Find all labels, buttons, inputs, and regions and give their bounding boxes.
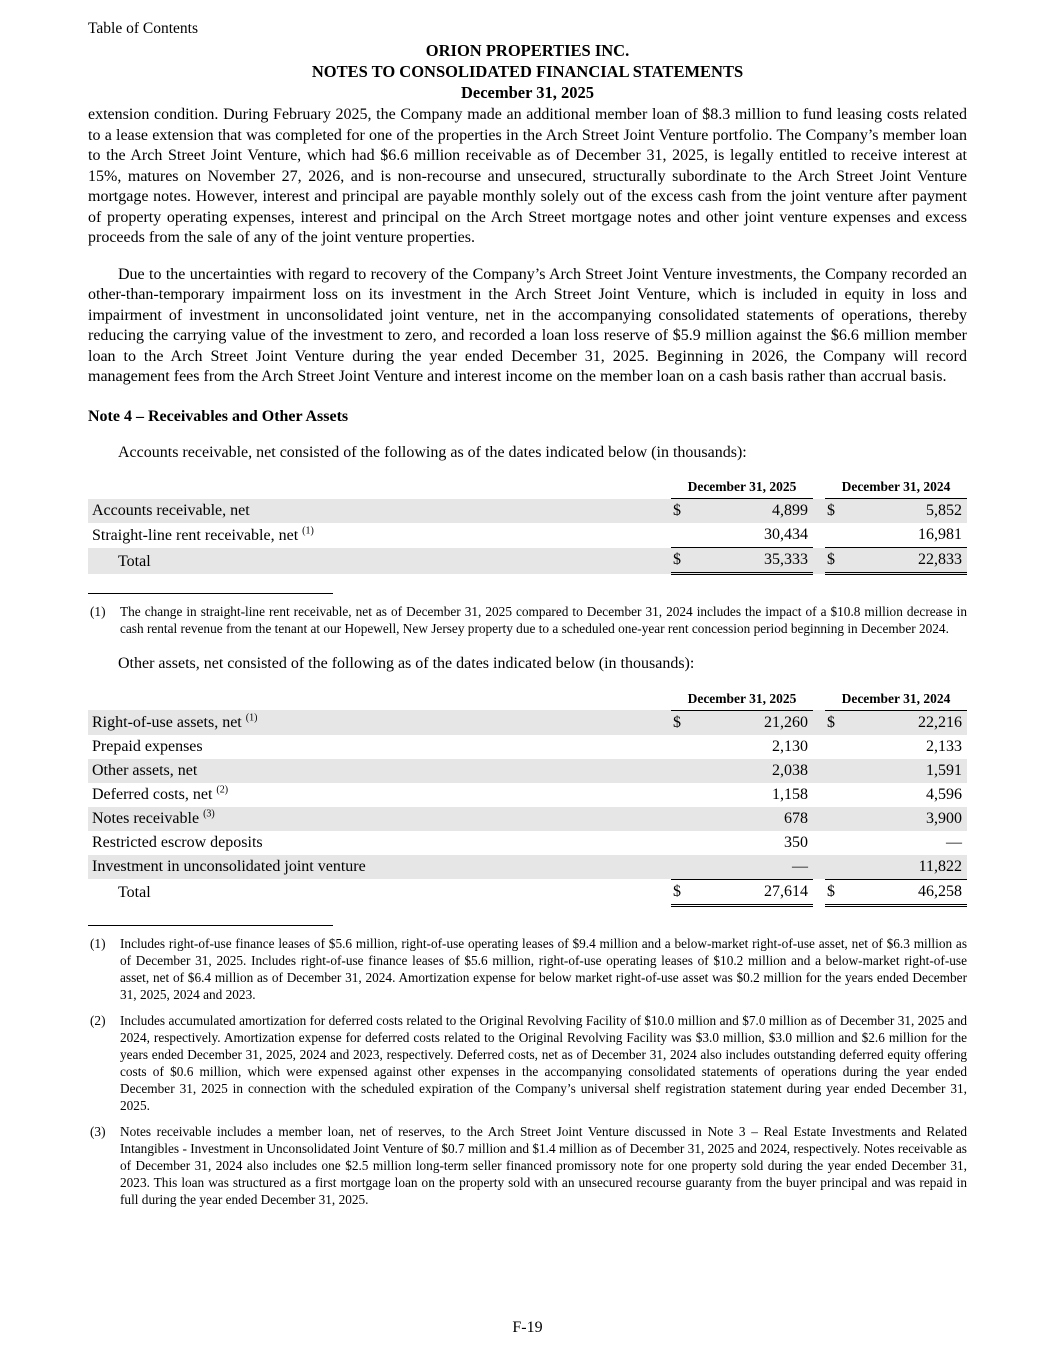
- column-spacer: [813, 689, 825, 711]
- cell-value: —: [695, 855, 813, 880]
- currency-symbol: [825, 523, 849, 548]
- cell-value: 5,852: [849, 499, 967, 524]
- currency-symbol: $: [671, 499, 695, 524]
- footnote-marker: (2): [90, 1012, 106, 1028]
- column-header-empty: [88, 689, 671, 711]
- currency-symbol: [671, 759, 695, 783]
- receivables-table: [88, 477, 967, 575]
- currency-symbol: [825, 783, 849, 807]
- currency-symbol: $: [825, 548, 849, 574]
- currency-symbol: [671, 831, 695, 855]
- currency-symbol: $: [825, 879, 849, 905]
- footnote-text: Includes right-of-use finance leases of $5.6 million, right-of-use operating leases of $9.4 million and a below-market right-of-use asset, net of $6.3 million as of December 31, 2025. Includes right-of-use finance leases of $5.6 million, right-of-use operating leases of $10.2 million and a below-market right-of-use asset, net of $6.4 million as of December 31, 2024. Amortization expense for below market right-of-use asset was $0.2 million for the years ended December 31, 2025, 2024 and 2023.: [120, 935, 967, 1002]
- row-label: Prepaid expenses: [92, 737, 203, 755]
- table-row: [88, 807, 967, 831]
- cell-value: 4,899: [695, 499, 813, 524]
- column-spacer: [813, 710, 825, 735]
- column-header-2024: December 31, 2024: [825, 689, 967, 711]
- table-row: [88, 783, 967, 807]
- cell-value: 11,822: [849, 855, 967, 880]
- footnote-marker: (1): [90, 604, 106, 619]
- column-spacer: [813, 831, 825, 855]
- footnote-ref: (1): [302, 525, 314, 537]
- receivables-table-intro: Accounts receivable, net consisted of the following as of the dates indicated below (in thousands):: [118, 443, 747, 461]
- cell-value: 2,133: [926, 737, 962, 755]
- row-label: Straight-line rent receivable, net $^{(1)}$: [92, 525, 314, 544]
- other-assets-table-intro: Other assets, net consisted of the following as of the dates indicated below (in thousands):: [118, 655, 695, 672]
- cell-value: 678: [695, 807, 813, 831]
- currency-symbol: $: [825, 499, 849, 524]
- footnote-separator: [88, 925, 333, 926]
- currency-symbol: $: [825, 710, 849, 735]
- footnote-marker: (3): [90, 1123, 106, 1139]
- currency-symbol: $: [671, 879, 695, 905]
- document-header: [88, 40, 967, 103]
- footnote-ref: (2): [216, 784, 229, 796]
- column-spacer: [813, 783, 825, 807]
- column-header-2024: December 31, 2024: [825, 477, 967, 499]
- currency-symbol: [825, 759, 849, 783]
- cell-value: 46,258: [849, 879, 967, 905]
- cell-value: 22,216: [849, 710, 967, 735]
- table-row: [88, 759, 967, 783]
- table-row: [88, 855, 967, 880]
- column-spacer: [813, 807, 825, 831]
- currency-symbol: [825, 831, 849, 855]
- table-row: [88, 499, 967, 524]
- cell-value: 22,833: [849, 548, 967, 574]
- currency-symbol: [671, 807, 695, 831]
- column-spacer: [813, 477, 825, 499]
- column-spacer: [813, 523, 825, 548]
- column-spacer: [813, 499, 825, 524]
- footnote-marker: (1): [90, 935, 106, 951]
- document-title: NOTES TO CONSOLIDATED FINANCIAL STATEMENTS: [311, 62, 744, 81]
- footnote: [88, 1012, 967, 1114]
- row-label: Accounts receivable, net: [88, 499, 671, 524]
- column-spacer: [813, 735, 825, 759]
- footnote: [88, 1123, 967, 1208]
- currency-symbol: [825, 807, 849, 831]
- currency-symbol: $: [671, 548, 695, 574]
- currency-symbol: [671, 855, 695, 880]
- body-paragraph-2: Due to the uncertainties with regard to recovery of the Company’s Arch Street Joint Venture investments, the Company recorded an other-than-temporary impairment loss on its investment in the Arch Street Joint Venture, which is included in equity in loss and impairment of investment in unconsolidated joint venture, net in the accompanying consolidated statements of operations, thereby reducing the carrying value of the investment to zero, and recorded a loan loss reserve of $5.9 million against the $6.6 million member loan to the Arch Street Joint Venture during the year ended December 31, 2025. Beginning in 2026, the Company will record management fees from the Arch Street Joint Venture and interest income on the member loan on a cash basis rather than accrual basis.: [88, 265, 967, 385]
- cell-value: 35,333: [695, 548, 813, 574]
- table-row: [88, 735, 967, 759]
- currency-symbol: [825, 735, 849, 759]
- column-header-2025: December 31, 2025: [671, 689, 813, 711]
- cell-value: 2,130: [772, 737, 808, 755]
- table-row: [88, 710, 967, 735]
- cell-value: 30,434: [764, 526, 808, 543]
- footnote-ref: (3): [203, 808, 215, 820]
- footnote-text: The change in straight-line rent receivable, net as of December 31, 2025 compared to December 31, 2024 includes the impact of a $10.8 million decrease in cash rental revenue from the tenant at our Hopewell, New Jersey property due to a scheduled one-year rent concession period beginning in December 2024.: [120, 604, 967, 636]
- column-spacer: [813, 759, 825, 783]
- cell-value: 4,596: [926, 785, 962, 803]
- other-assets-table: [88, 689, 967, 907]
- row-label: Other assets, net: [88, 759, 671, 783]
- cell-value: 2,038: [695, 759, 813, 783]
- body-paragraph-1: extension condition. During February 2025, the Company made an additional member loan of $8.3 million to fund leasing costs related to a lease extension that was completed for one of the properties in the Arch Street Joint Venture portfolio. The Company’s member loan to the Arch Street Joint Venture, which had $6.6 million receivable as of December 31, 2025, is legally entitled to receive interest at 15%, matures on November 27, 2026, and is non-recourse and unsecured, structurally subordinate to the Arch Street Joint Venture mortgage notes. However, interest and principal are payable monthly solely out of the excess cash from the joint venture after payment of property operating expenses, interest and principal on the Arch Street mortgage notes and other joint venture expenses and excess proceeds from the sale of any of the joint venture properties.: [88, 106, 967, 246]
- row-label: Right-of-use assets, net $^{(1)}$: [88, 710, 671, 735]
- note-heading: Note 4 – Receivables and Other Assets: [88, 407, 349, 425]
- document-date: December 31, 2025: [460, 83, 595, 102]
- currency-symbol: [671, 735, 695, 759]
- column-spacer: [813, 855, 825, 880]
- cell-value: 1,158: [772, 785, 808, 803]
- row-label: Notes receivable $^{(3)}$: [88, 807, 671, 831]
- table-row: [88, 523, 967, 548]
- row-label: Total: [118, 884, 151, 901]
- cell-value: 1,591: [849, 759, 967, 783]
- table-row: [88, 831, 967, 855]
- currency-symbol: [671, 783, 695, 807]
- footnote-text: Includes accumulated amortization for deferred costs related to the Original Revolving Facility of $10.0 million and $7.0 million as of December 31, 2025 and 2024, respectively. Amortization expense for deferred costs related to the Original Revolving Facility was $3.0 million, $3.0 million and $2.6 million for the years ended December 31, 2025, 2024 and 2023, respectively. Deferred costs, net as of December 31, 2024 also includes outstanding deferred equity offering costs of $0.6 million, which were expensed against other expenses in the accompanying consolidated statements of operations during the year ended December 31, 2025 in connection with the scheduled expiration of the Company’s universal shelf registration statement during year ended December 31, 2025.: [120, 1012, 967, 1113]
- footnote: [88, 935, 967, 1003]
- currency-symbol: [671, 523, 695, 548]
- table-total-row: [88, 879, 967, 905]
- footnote-separator: [88, 593, 333, 594]
- table-header-row: [88, 477, 967, 499]
- footnote-text: Notes receivable includes a member loan, net of reserves, to the Arch Street Joint Venture discussed in Note 3 – Real Estate Investments and Related Intangibles - Investment in Unconsolidated Joint Venture of $0.7 million and $1.4 million as of December 31, 2025 and 2024, respectively. Notes receivable as of December 31, 2024 also includes one $2.5 million long-term seller financed promissory note for one property sold during the year ended December 31, 2023. This loan was structured as a first mortgage loan on the property sold with an unsecured recourse guaranty from the buyer principal and was repaid in full during the year ended December 31, 2025.: [120, 1123, 967, 1207]
- cell-value: —: [946, 833, 962, 851]
- cell-value: 3,900: [849, 807, 967, 831]
- currency-symbol: $: [671, 710, 695, 735]
- row-label: Total: [88, 548, 671, 574]
- toc-link[interactable]: Table of Contents: [88, 20, 198, 37]
- cell-value: 21,260: [695, 710, 813, 735]
- cell-value: 27,614: [695, 879, 813, 905]
- table-total-row: [88, 548, 967, 574]
- row-label: Restricted escrow deposits: [92, 833, 263, 851]
- column-spacer: [813, 879, 825, 905]
- cell-value: 350: [784, 833, 808, 851]
- column-header-empty: [88, 477, 671, 499]
- column-spacer: [813, 548, 825, 574]
- company-name: ORION PROPERTIES INC.: [425, 41, 630, 60]
- currency-symbol: [825, 855, 849, 880]
- page-number: F-19: [512, 1319, 543, 1336]
- column-header-2025: December 31, 2025: [671, 477, 813, 499]
- row-label: Investment in unconsolidated joint venture: [88, 855, 671, 880]
- footnote-ref: (1): [245, 712, 258, 724]
- cell-value: 16,981: [918, 526, 962, 543]
- table-header-row: [88, 689, 967, 711]
- row-label: Deferred costs, net $^{(2)}$: [92, 784, 229, 803]
- footnote: [88, 603, 967, 637]
